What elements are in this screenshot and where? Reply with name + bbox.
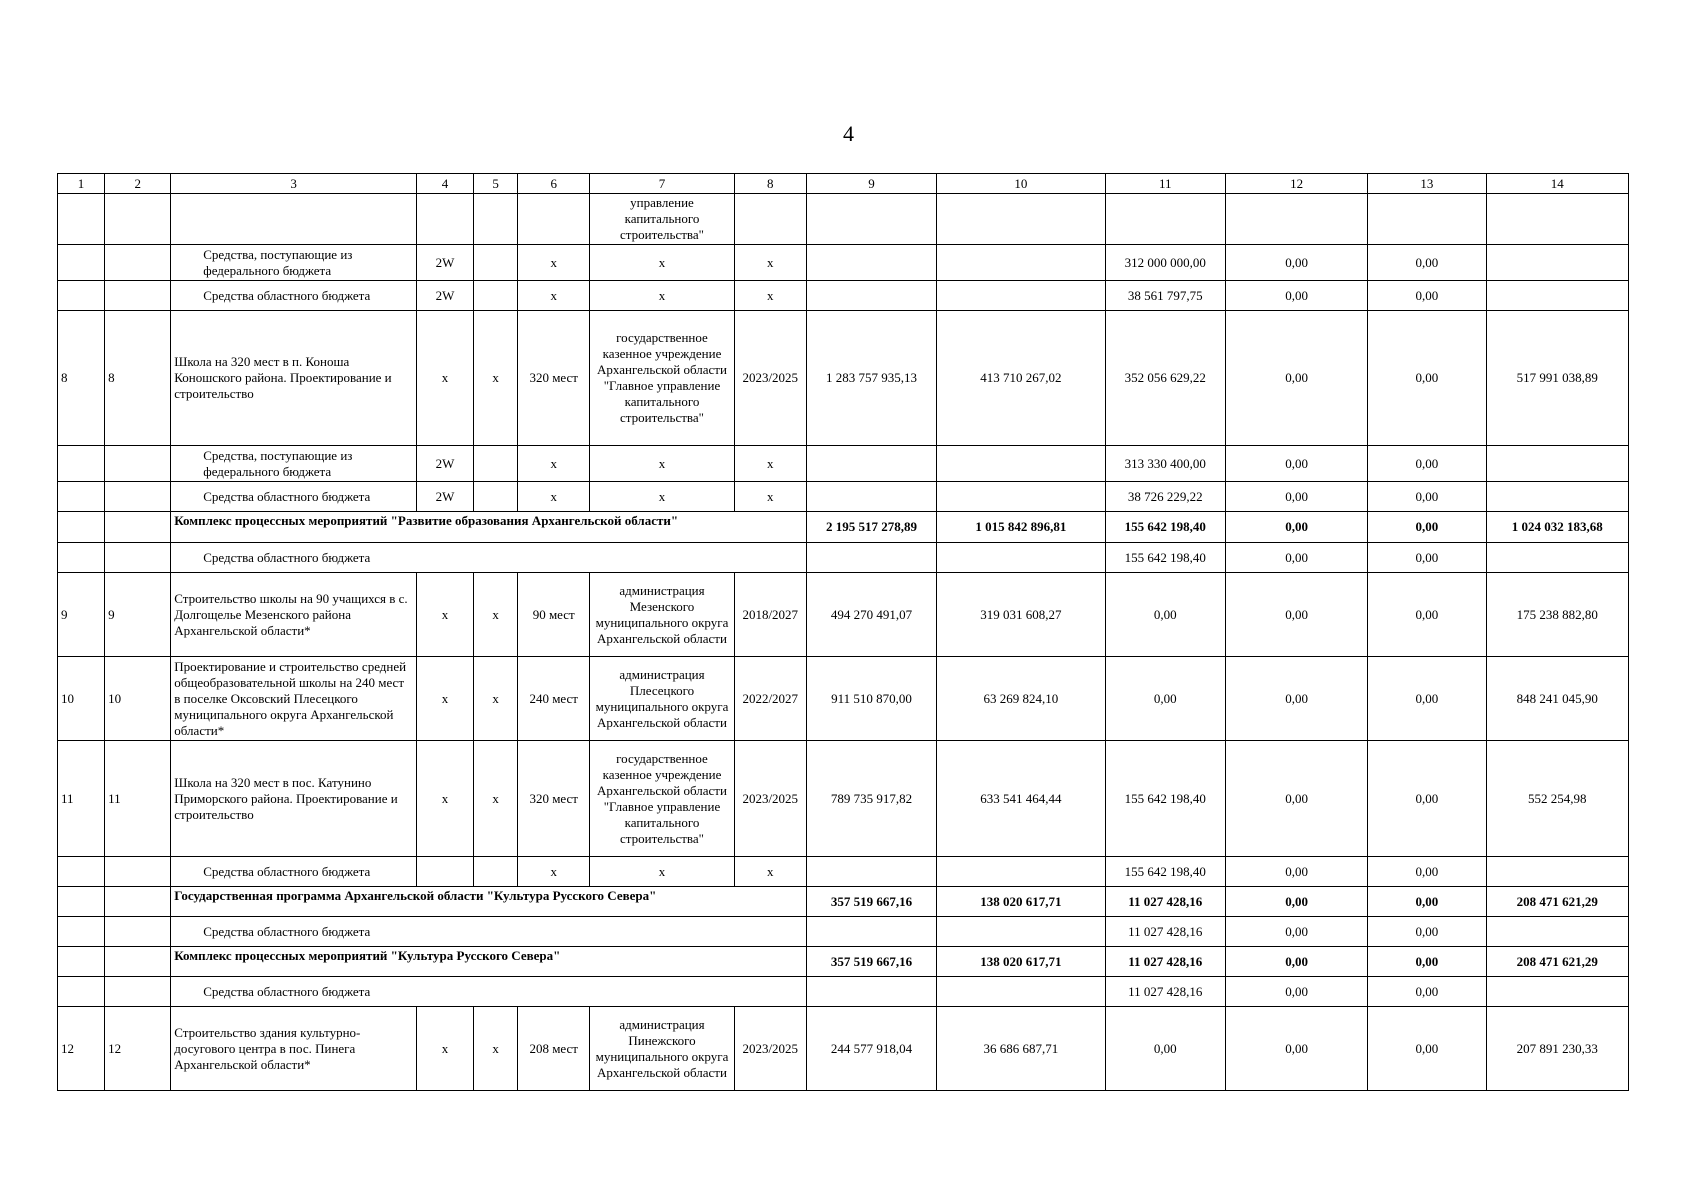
cell-c2 (105, 947, 171, 977)
cell-c7: государственное казенное учреждение Архангельской области "Главное управление капитального строительства" (590, 741, 734, 857)
cell-c4: 2W (416, 245, 473, 281)
cell-c3: Средства, поступающие из федерального бюджета (171, 245, 417, 281)
cell-c13: 0,00 (1368, 947, 1486, 977)
cell-c11: 38 561 797,75 (1105, 281, 1225, 311)
cell-c13: 0,00 (1368, 281, 1486, 311)
cell-c10: 138 020 617,71 (937, 887, 1105, 917)
funding-source-row (58, 281, 1629, 311)
cell-c2 (105, 512, 171, 543)
cell-c14: 848 241 045,90 (1486, 657, 1628, 741)
cell-c12: 0,00 (1225, 245, 1367, 281)
cell-c3: Школа на 320 мест в п. Коноша Коношского района. Проектирование и строительство (171, 311, 417, 446)
cell-c10: 36 686 687,71 (937, 1007, 1105, 1091)
cell-c8: 2023/2025 (734, 311, 806, 446)
cell-c2 (105, 917, 171, 947)
cell-c10 (937, 245, 1105, 281)
cell-c7: х (590, 482, 734, 512)
cell-c13: 0,00 (1368, 917, 1486, 947)
cell-c2: 12 (105, 1007, 171, 1091)
cell-c11: 0,00 (1105, 573, 1225, 657)
header-cell: 8 (734, 174, 806, 194)
cell-c10 (937, 446, 1105, 482)
cell-c8: х (734, 857, 806, 887)
cell-c5: х (474, 1007, 518, 1091)
cell-c12: 0,00 (1225, 311, 1367, 446)
funding-source-row (58, 857, 1629, 887)
cell-c13: 0,00 (1368, 573, 1486, 657)
cell-c2 (105, 857, 171, 887)
funding-source-row (58, 446, 1629, 482)
header-cell: 11 (1105, 174, 1225, 194)
cell-c7: администрация Плесецкого муниципального округа Архангельской области (590, 657, 734, 741)
cell-c10 (937, 281, 1105, 311)
cell-c12: 0,00 (1225, 482, 1367, 512)
cell-c10: 1 015 842 896,81 (937, 512, 1105, 543)
cell-c1 (58, 977, 105, 1007)
cell-c9 (806, 917, 936, 947)
cell-c14: 208 471 621,29 (1486, 887, 1628, 917)
cell-c7: х (590, 281, 734, 311)
cell-c11 (1105, 194, 1225, 245)
cell-c10 (937, 917, 1105, 947)
cell-c4: 2W (416, 446, 473, 482)
cell-c2 (105, 281, 171, 311)
cell-c9 (806, 482, 936, 512)
cell-c6: х (518, 482, 590, 512)
cell-c13: 0,00 (1368, 857, 1486, 887)
cell-c9: 1 283 757 935,13 (806, 311, 936, 446)
cell-c5 (474, 194, 518, 245)
cell-c12: 0,00 (1225, 573, 1367, 657)
cell-c1 (58, 917, 105, 947)
cell-c10: 413 710 267,02 (937, 311, 1105, 446)
cell-c6: х (518, 281, 590, 311)
cell-c4 (416, 194, 473, 245)
cell-c13 (1368, 194, 1486, 245)
cell-c2 (105, 245, 171, 281)
cell-c3: Средства, поступающие из федерального бюджета (171, 446, 417, 482)
cell-c13: 0,00 (1368, 543, 1486, 573)
cell-c1 (58, 194, 105, 245)
cell-c9 (806, 194, 936, 245)
cell-c9: 2 195 517 278,89 (806, 512, 936, 543)
cell-c11: 312 000 000,00 (1105, 245, 1225, 281)
cell-c14: 1 024 032 183,68 (1486, 512, 1628, 543)
cell-c1 (58, 446, 105, 482)
section-total-row (58, 887, 1629, 917)
cell-c3: Строительство здания культурно-досугового центра в пос. Пинега Архангельской области* (171, 1007, 417, 1091)
header-cell: 3 (171, 174, 417, 194)
cell-c12: 0,00 (1225, 446, 1367, 482)
cell-c10 (937, 194, 1105, 245)
table-row (58, 741, 1629, 857)
cell-c12: 0,00 (1225, 887, 1367, 917)
cell-c1: 10 (58, 657, 105, 741)
cell-c8: х (734, 281, 806, 311)
cell-c13: 0,00 (1368, 482, 1486, 512)
cell-c14 (1486, 281, 1628, 311)
cell-c5: х (474, 657, 518, 741)
cell-c14: 517 991 038,89 (1486, 311, 1628, 446)
cell-c4: х (416, 657, 473, 741)
cell-c9 (806, 857, 936, 887)
page-number: 4 (843, 121, 854, 146)
cell-c13: 0,00 (1368, 245, 1486, 281)
cell-c2 (105, 446, 171, 482)
cell-c11: 155 642 198,40 (1105, 741, 1225, 857)
cell-c14 (1486, 482, 1628, 512)
cell-c4: х (416, 311, 473, 446)
cell-c12: 0,00 (1225, 977, 1367, 1007)
header-cell: 2 (105, 174, 171, 194)
funding-source-row (58, 482, 1629, 512)
cell-c12 (1225, 194, 1367, 245)
cell-c11: 0,00 (1105, 657, 1225, 741)
cell-c1: 9 (58, 573, 105, 657)
cell-c2: 9 (105, 573, 171, 657)
cell-c7: х (590, 245, 734, 281)
cell-c4: х (416, 573, 473, 657)
cell-c8: 2018/2027 (734, 573, 806, 657)
cell-c10: 63 269 824,10 (937, 657, 1105, 741)
cell-c11: 155 642 198,40 (1105, 543, 1225, 573)
cell-c12: 0,00 (1225, 543, 1367, 573)
cell-c13: 0,00 (1368, 657, 1486, 741)
cell-c4: 2W (416, 482, 473, 512)
cell-c11: 352 056 629,22 (1105, 311, 1225, 446)
cell-c9 (806, 281, 936, 311)
cell-c2 (105, 482, 171, 512)
cell-c11: 11 027 428,16 (1105, 887, 1225, 917)
cell-c11: 0,00 (1105, 1007, 1225, 1091)
cell-c11: 11 027 428,16 (1105, 917, 1225, 947)
header-row (58, 174, 1629, 194)
cell-c2 (105, 887, 171, 917)
cell-c1 (58, 245, 105, 281)
cell-c10: 138 020 617,71 (937, 947, 1105, 977)
table-row (58, 573, 1629, 657)
cell-c13: 0,00 (1368, 1007, 1486, 1091)
cell-c9: 357 519 667,16 (806, 887, 936, 917)
cell-c12: 0,00 (1225, 657, 1367, 741)
cell-c5: х (474, 311, 518, 446)
cell-c10: 633 541 464,44 (937, 741, 1105, 857)
cell-c14: 207 891 230,33 (1486, 1007, 1628, 1091)
funding-source-label: Средства областного бюджета (171, 917, 807, 947)
cell-c8: х (734, 245, 806, 281)
cell-c10 (937, 857, 1105, 887)
cell-c2 (105, 194, 171, 245)
header-cell: 13 (1368, 174, 1486, 194)
cell-c13: 0,00 (1368, 512, 1486, 543)
cell-c13: 0,00 (1368, 887, 1486, 917)
cell-c1 (58, 512, 105, 543)
cell-c5 (474, 446, 518, 482)
cell-c6 (518, 194, 590, 245)
cell-c6: 320 мест (518, 741, 590, 857)
cell-c7: управление капитального строительства" (590, 194, 734, 245)
cell-c8: 2023/2025 (734, 741, 806, 857)
cell-c6: 208 мест (518, 1007, 590, 1091)
cell-c14: 175 238 882,80 (1486, 573, 1628, 657)
table-row (58, 657, 1629, 741)
cell-c2: 10 (105, 657, 171, 741)
header-cell: 9 (806, 174, 936, 194)
header-cell: 1 (58, 174, 105, 194)
cell-c5: х (474, 573, 518, 657)
cell-c3: Строительство школы на 90 учащихся в с. Долгощелье Мезенского района Архангельской области* (171, 573, 417, 657)
cell-c10 (937, 482, 1105, 512)
cell-c9 (806, 245, 936, 281)
cell-c14 (1486, 446, 1628, 482)
cell-c11: 155 642 198,40 (1105, 857, 1225, 887)
cell-c14 (1486, 917, 1628, 947)
cell-c1 (58, 281, 105, 311)
cell-c3: Средства областного бюджета (171, 857, 417, 887)
cell-c9: 357 519 667,16 (806, 947, 936, 977)
cell-c7: администрация Пинежского муниципального округа Архангельской области (590, 1007, 734, 1091)
cell-c6: х (518, 245, 590, 281)
cell-c8 (734, 194, 806, 245)
cell-c2 (105, 977, 171, 1007)
cell-c11: 11 027 428,16 (1105, 977, 1225, 1007)
table-row (58, 311, 1629, 446)
cell-c7: администрация Мезенского муниципального округа Архангельской области (590, 573, 734, 657)
cell-c5 (474, 857, 518, 887)
cell-c14: 552 254,98 (1486, 741, 1628, 857)
cell-c1 (58, 887, 105, 917)
table-row (58, 1007, 1629, 1091)
cell-c6: х (518, 446, 590, 482)
cell-c4: х (416, 1007, 473, 1091)
cell-c14 (1486, 543, 1628, 573)
cell-c14 (1486, 857, 1628, 887)
cell-c6: х (518, 857, 590, 887)
cell-c6: 240 мест (518, 657, 590, 741)
cell-c7: государственное казенное учреждение Архангельской области "Главное управление капитального строительства" (590, 311, 734, 446)
cell-c9 (806, 543, 936, 573)
cell-c12: 0,00 (1225, 281, 1367, 311)
cell-c3: Средства областного бюджета (171, 281, 417, 311)
cell-c11: 11 027 428,16 (1105, 947, 1225, 977)
cell-c9 (806, 446, 936, 482)
cell-c9: 911 510 870,00 (806, 657, 936, 741)
cell-c1: 8 (58, 311, 105, 446)
cell-c14 (1486, 977, 1628, 1007)
cell-c3: Средства областного бюджета (171, 482, 417, 512)
cell-c8: 2023/2025 (734, 1007, 806, 1091)
funding-source-row (58, 543, 1629, 573)
cell-c13: 0,00 (1368, 741, 1486, 857)
cell-c1: 11 (58, 741, 105, 857)
cell-c5 (474, 245, 518, 281)
cell-c10 (937, 543, 1105, 573)
cell-c13: 0,00 (1368, 311, 1486, 446)
cell-c12: 0,00 (1225, 512, 1367, 543)
header-cell: 6 (518, 174, 590, 194)
cell-c1 (58, 857, 105, 887)
header-cell: 4 (416, 174, 473, 194)
section-total-row (58, 947, 1629, 977)
section-title: Комплекс процессных мероприятий "Развитие образования Архангельской области" (171, 512, 807, 543)
cell-c5: х (474, 741, 518, 857)
cell-c14 (1486, 245, 1628, 281)
cell-c9 (806, 977, 936, 1007)
cell-c12: 0,00 (1225, 1007, 1367, 1091)
cell-c3: Проектирование и строительство средней общеобразовательной школы на 240 мест в поселке Оксовский Плесецкого муниципального округа Архангельской области* (171, 657, 417, 741)
table-row (58, 194, 1629, 245)
header-cell: 12 (1225, 174, 1367, 194)
cell-c6: 320 мест (518, 311, 590, 446)
funding-source-row (58, 917, 1629, 947)
cell-c8: 2022/2027 (734, 657, 806, 741)
cell-c12: 0,00 (1225, 917, 1367, 947)
budget-table (57, 173, 1629, 1091)
funding-source-label: Средства областного бюджета (171, 543, 807, 573)
header-cell: 7 (590, 174, 734, 194)
cell-c7: х (590, 446, 734, 482)
cell-c9: 789 735 917,82 (806, 741, 936, 857)
cell-c2 (105, 543, 171, 573)
cell-c11: 38 726 229,22 (1105, 482, 1225, 512)
cell-c1 (58, 482, 105, 512)
cell-c3: Школа на 320 мест в пос. Катунино Приморского района. Проектирование и строительство (171, 741, 417, 857)
header-cell: 10 (937, 174, 1105, 194)
cell-c1 (58, 947, 105, 977)
cell-c10: 319 031 608,27 (937, 573, 1105, 657)
funding-source-label: Средства областного бюджета (171, 977, 807, 1007)
cell-c12: 0,00 (1225, 857, 1367, 887)
section-total-row (58, 512, 1629, 543)
cell-c9: 244 577 918,04 (806, 1007, 936, 1091)
cell-c4: 2W (416, 281, 473, 311)
cell-c11: 155 642 198,40 (1105, 512, 1225, 543)
cell-c4 (416, 857, 473, 887)
cell-c2: 11 (105, 741, 171, 857)
cell-c9: 494 270 491,07 (806, 573, 936, 657)
funding-source-row (58, 245, 1629, 281)
section-title: Государственная программа Архангельской области "Культура Русского Севера" (171, 887, 807, 917)
cell-c8: х (734, 446, 806, 482)
cell-c11: 313 330 400,00 (1105, 446, 1225, 482)
cell-c1: 12 (58, 1007, 105, 1091)
funding-source-row (58, 977, 1629, 1007)
cell-c5 (474, 482, 518, 512)
header-cell: 14 (1486, 174, 1628, 194)
cell-c14 (1486, 194, 1628, 245)
cell-c6: 90 мест (518, 573, 590, 657)
cell-c12: 0,00 (1225, 947, 1367, 977)
cell-c13: 0,00 (1368, 977, 1486, 1007)
cell-c10 (937, 977, 1105, 1007)
cell-c4: х (416, 741, 473, 857)
header-cell: 5 (474, 174, 518, 194)
cell-c8: х (734, 482, 806, 512)
cell-c2: 8 (105, 311, 171, 446)
cell-c12: 0,00 (1225, 741, 1367, 857)
cell-c3 (171, 194, 417, 245)
cell-c14: 208 471 621,29 (1486, 947, 1628, 977)
cell-c7: х (590, 857, 734, 887)
cell-c1 (58, 543, 105, 573)
cell-c5 (474, 281, 518, 311)
section-title: Комплекс процессных мероприятий "Культура Русского Севера" (171, 947, 807, 977)
cell-c13: 0,00 (1368, 446, 1486, 482)
